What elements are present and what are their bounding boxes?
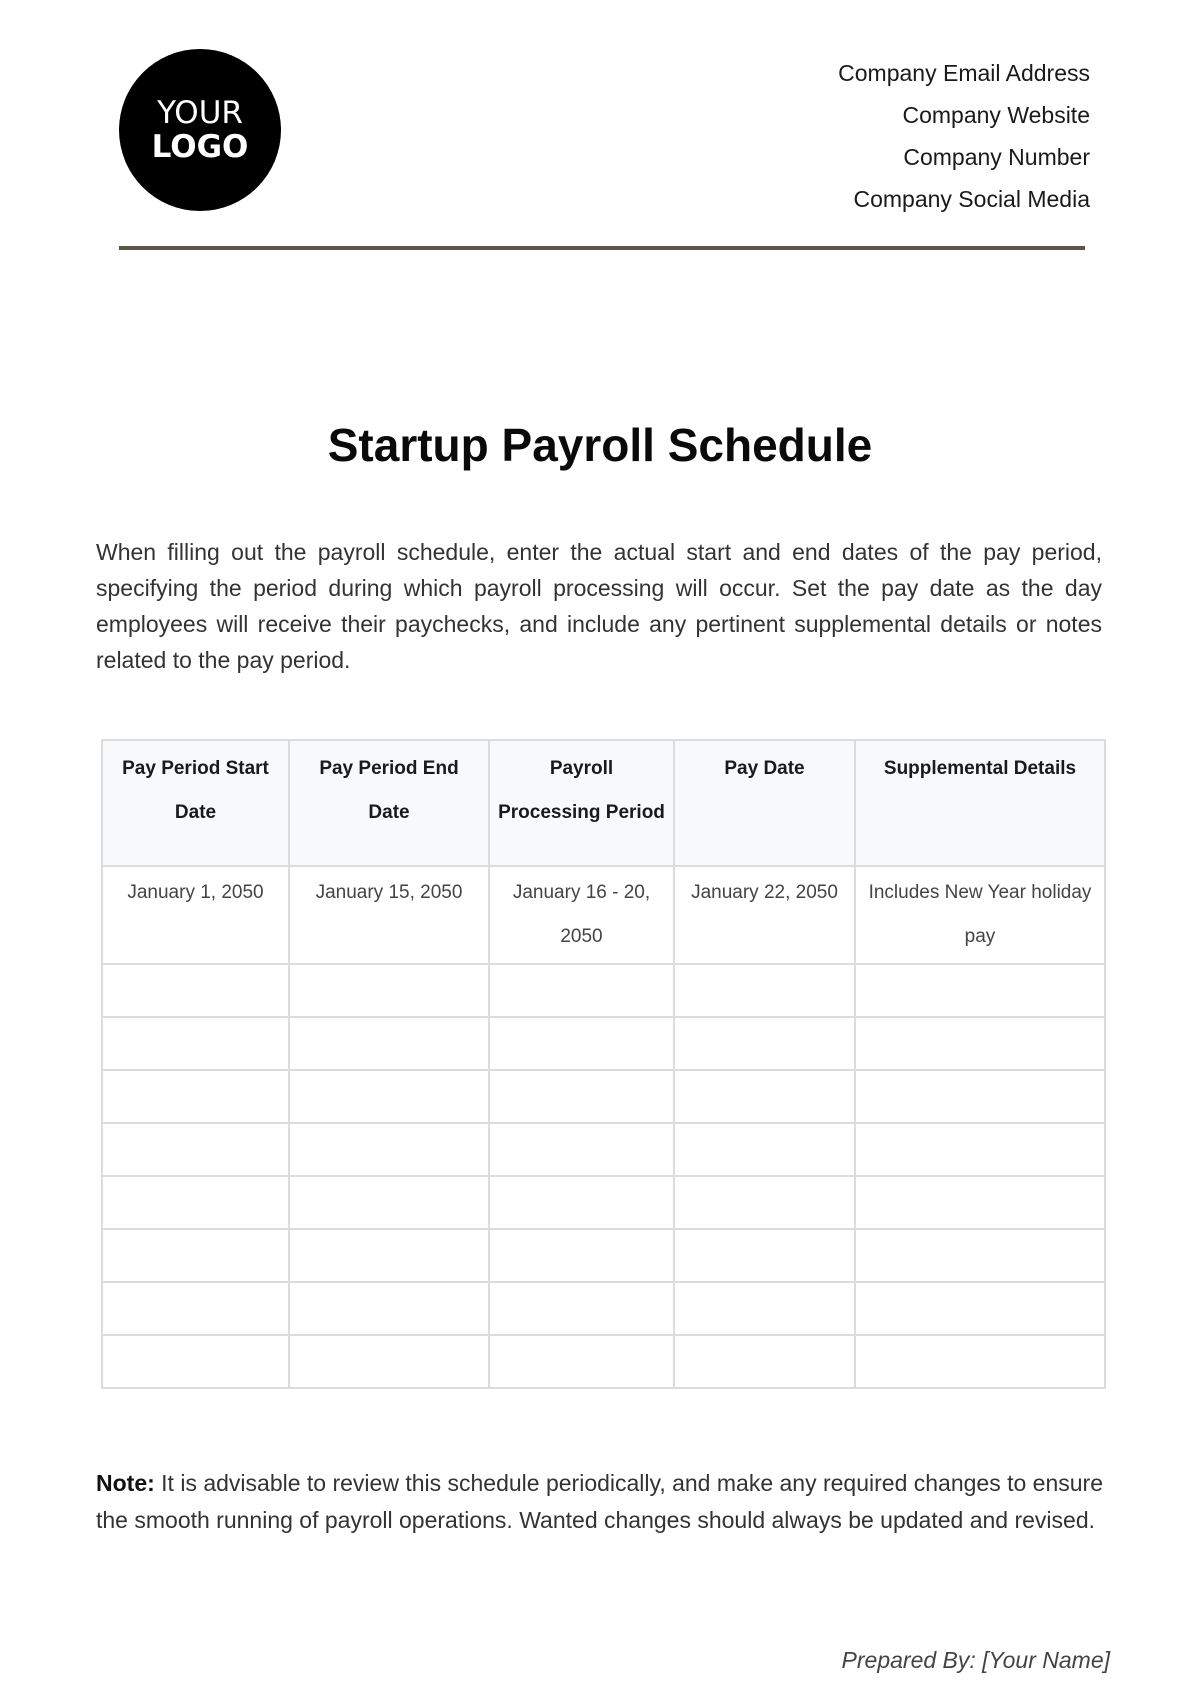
company-website: Company Website [902, 102, 1090, 128]
table-cell[interactable] [102, 1229, 289, 1282]
table-cell[interactable] [855, 1282, 1105, 1335]
table-cell[interactable] [674, 964, 855, 1017]
prepared-by: Prepared By: [Your Name] [841, 1647, 1110, 1673]
table-cell[interactable] [855, 1176, 1105, 1229]
table-cell[interactable] [674, 1282, 855, 1335]
table-cell[interactable] [489, 1229, 674, 1282]
table-row [102, 1282, 1105, 1335]
table-cell[interactable]: January 22, 2050 [674, 866, 855, 964]
table-cell[interactable] [855, 1070, 1105, 1123]
table-cell[interactable] [674, 1229, 855, 1282]
table-cell[interactable] [674, 1070, 855, 1123]
table-row [102, 1335, 1105, 1388]
table-cell[interactable] [289, 1070, 489, 1123]
table-cell[interactable] [102, 1176, 289, 1229]
table-cell[interactable] [289, 1176, 489, 1229]
table-cell[interactable]: Includes New Year holiday pay [855, 866, 1105, 964]
table-cell[interactable] [489, 964, 674, 1017]
table-cell[interactable] [289, 1229, 489, 1282]
header-pay-date: Pay Date [674, 740, 855, 866]
table-cell[interactable]: January 1, 2050 [102, 866, 289, 964]
table-cell[interactable] [102, 1123, 289, 1176]
company-email: Company Email Address [838, 60, 1090, 86]
table-cell[interactable] [102, 1335, 289, 1388]
table-cell[interactable]: January 15, 2050 [289, 866, 489, 964]
table-cell[interactable] [289, 964, 489, 1017]
table-cell[interactable] [855, 964, 1105, 1017]
table-cell[interactable] [289, 1335, 489, 1388]
table-cell[interactable] [674, 1335, 855, 1388]
company-social-media: Company Social Media [853, 186, 1090, 212]
table-cell[interactable] [289, 1017, 489, 1070]
table-row [102, 1176, 1105, 1229]
header-supplemental-details: Supplemental Details [855, 740, 1105, 866]
table-cell[interactable] [489, 1335, 674, 1388]
table-cell[interactable] [674, 1017, 855, 1070]
company-number: Company Number [903, 144, 1090, 170]
table-row [102, 1123, 1105, 1176]
table-cell[interactable] [489, 1176, 674, 1229]
table-cell[interactable] [289, 1123, 489, 1176]
note-text: It is advisable to review this schedule periodically, and make any required changes to ensure the smooth running of payroll operations. Wanted changes should always be updated and revised. [96, 1470, 1103, 1533]
table-cell[interactable] [489, 1282, 674, 1335]
intro-paragraph: When filling out the payroll schedule, enter the actual start and end dates of the pay period, specifying the period during which payroll processing will occur. Set the pay date as the day employees will receive their paychecks, and include any pertinent supplemental details or notes related to the pay period. [96, 539, 1102, 673]
header-pay-period-end: Pay Period End Date [289, 740, 489, 866]
table-cell[interactable]: January 16 - 20, 2050 [489, 866, 674, 964]
header-divider [119, 246, 1085, 250]
table-cell[interactable] [855, 1017, 1105, 1070]
table-cell[interactable] [855, 1335, 1105, 1388]
table-cell[interactable] [489, 1017, 674, 1070]
table-cell[interactable] [489, 1070, 674, 1123]
table-cell[interactable] [855, 1229, 1105, 1282]
table-row [102, 866, 1105, 964]
logo-line-1: YOUR [157, 94, 243, 131]
company-logo [119, 49, 281, 211]
header-pay-period-start: Pay Period Start Date [102, 740, 289, 866]
table-cell[interactable] [102, 1070, 289, 1123]
table-cell[interactable] [289, 1282, 489, 1335]
table-header-row [102, 740, 1105, 866]
payroll-schedule-table [101, 739, 1106, 1389]
table-cell[interactable] [102, 1017, 289, 1070]
table-cell[interactable] [674, 1123, 855, 1176]
table-cell[interactable] [102, 1282, 289, 1335]
logo-line-2: LOGO [151, 128, 249, 165]
company-contact-block [838, 52, 1090, 220]
note-label: Note: [96, 1470, 155, 1496]
table-cell[interactable] [674, 1176, 855, 1229]
table-cell[interactable] [855, 1123, 1105, 1176]
table-row [102, 964, 1105, 1017]
table-cell[interactable] [489, 1123, 674, 1176]
header-processing-period: Payroll Processing Period [489, 740, 674, 866]
table-cell[interactable] [102, 964, 289, 1017]
note-paragraph [96, 1465, 1106, 1539]
table-row [102, 1070, 1105, 1123]
page-title: Startup Payroll Schedule [327, 419, 873, 471]
table-row [102, 1017, 1105, 1070]
table-row [102, 1229, 1105, 1282]
